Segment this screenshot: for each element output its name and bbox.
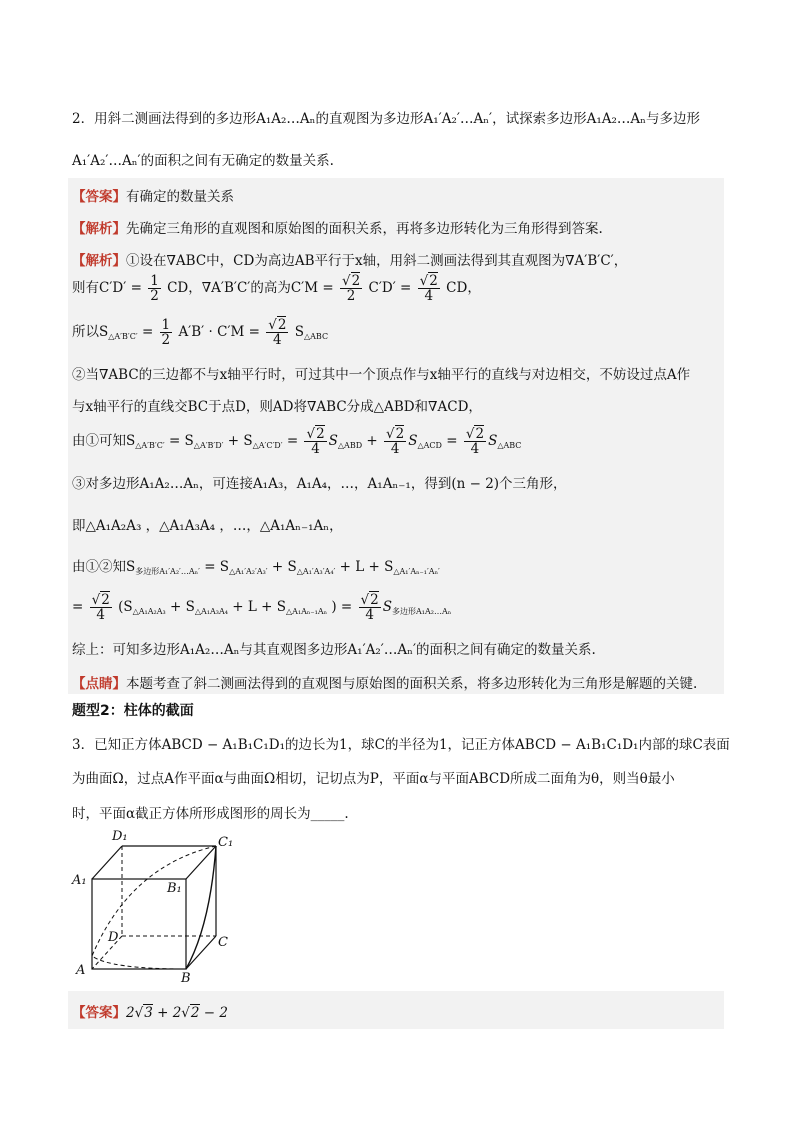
- text: + S: [227, 433, 253, 450]
- analysis-text: 先确定三角形的直观图和原始图的面积关系，再将多边形转化为三角形得到答案.: [126, 221, 603, 237]
- label-b1: B₁: [167, 881, 182, 896]
- label-a1: A₁: [72, 873, 87, 888]
- text: 由①可知S: [72, 433, 136, 450]
- subscript: △A₁A₃A₄: [194, 607, 228, 617]
- subscript: △ABC: [497, 441, 522, 451]
- subscript: △A₁′A₃′A₄′: [296, 567, 336, 576]
- label-d: D: [108, 930, 119, 945]
- fraction-sqrt2-over-4: $\frac{√2}{4}$: [360, 592, 379, 624]
- edge-b1c1: [186, 846, 216, 879]
- fraction-sqrt2-over-4: $\frac{√2}{4}$: [419, 273, 438, 305]
- solution-line-6: 由①可知$S_{\triangle A'B'C'} = S_{\triangle A'B'D'} + S_{\triangle A'C'D'}$ = $\frac{√2}{4}$ $S_{\triangle ABD}$ + $\frac{√2}{4}$ $S_{\triangle ACD}$ = $\frac{√2}{4}$ $S_{\triangle ABC}$: [72, 426, 522, 458]
- section-heading: 题型2：柱体的截面: [72, 703, 194, 719]
- fraction-sqrt2-over-4: $\frac{√2}{4}$: [306, 426, 325, 458]
- q3-answer-value: 2√3 + 2√2 − 2: [126, 1005, 228, 1021]
- text: S: [294, 324, 304, 341]
- subscript: △A′B′C′: [108, 332, 138, 342]
- solution-line-10: = $\frac{√2}{4}$ ($S_{\triangle A_1A_2A_3} + S_{\triangle A_1A_3A_4} + L + S_{\triangle A_1A_{n-1}A_n}$ ) = $\frac{√2}{4}$ $S_{多边形A_1A_2\dots A_n}$: [72, 592, 452, 624]
- subscript: △A′B′C′: [135, 441, 165, 451]
- text: (S: [118, 599, 133, 616]
- subscript: △A₁′Aₙ₋₁′Aₙ′: [393, 567, 440, 576]
- solid-arc: [186, 846, 216, 969]
- comment-line: [72, 672, 697, 692]
- solution-line-1: [72, 249, 627, 269]
- text: A′B′ · C′M =: [178, 324, 260, 341]
- analysis-tag-2: 【解析】: [72, 253, 126, 269]
- text: 所以S: [72, 324, 109, 341]
- text: ) =: [331, 599, 353, 616]
- text: = S: [168, 433, 194, 450]
- solution-line-9: [72, 555, 440, 577]
- solution-text-1: ①设在∇ABC中，CD为高边AB平行于x轴，用斜二测画法得到其直观图为∇A′B′C′，: [126, 253, 628, 269]
- subscript: △ABD: [337, 441, 363, 451]
- answer-text: 有确定的数量关系: [126, 189, 234, 205]
- q3-answer: [72, 1001, 228, 1021]
- q3-line-2: 为曲面Ω，过点A作平面α与曲面Ω相切，记切点为P，平面α与平面ABCD所成二面角为θ，则当θ最小: [72, 771, 675, 787]
- answer-tag-q3: 【答案】: [72, 1005, 126, 1021]
- text: =: [286, 433, 299, 450]
- label-a: A: [76, 963, 86, 978]
- subscript: △ACD: [417, 441, 442, 451]
- text: 则有C′D′ =: [72, 280, 142, 297]
- text: CD，: [446, 280, 481, 297]
- subscript: △A₁Aₙ₋₁Aₙ: [286, 607, 328, 617]
- analysis-tag: 【解析】: [72, 221, 126, 237]
- subscript: 多边形A₁A₂…Aₙ: [391, 607, 452, 617]
- solution-line-2: [72, 274, 481, 303]
- label-b: B: [181, 971, 191, 986]
- solution-line-5: 与x轴平行的直线交BC于点D，则AD将∇ABC分成△ABD和∇ACD，: [72, 399, 482, 415]
- text: + L + S: [339, 559, 394, 575]
- fraction-half: $\frac{1}{2}$: [161, 317, 171, 349]
- fraction-sqrt2-over-4: $\frac{√2}{4}$: [465, 426, 485, 458]
- fraction-sqrt2-over-4: $\frac{√2}{4}$: [386, 426, 405, 458]
- text: + S: [170, 599, 195, 616]
- subscript: △A₁′A₂′A₃′: [229, 567, 268, 576]
- label-c1: C₁: [218, 835, 234, 850]
- solution-line-4: ②当∇ABC的三边都不与x轴平行时，可过其中一个顶点作与x轴平行的直线与对边相交，不妨设过点A作: [72, 367, 691, 383]
- label-d1: D₁: [112, 829, 128, 844]
- q3-line-1: 3．已知正方体ABCD − A₁B₁C₁D₁的边长为1，球C的半径为1，记正方体ABCD − A₁B₁C₁D₁内部的球C表面: [72, 737, 730, 753]
- text: CD，∇A′B′C′的高为C′M =: [167, 280, 334, 297]
- text: =: [72, 599, 84, 616]
- text: = S: [204, 559, 230, 575]
- label-c: C: [218, 935, 228, 950]
- dashed-arc: [92, 846, 216, 969]
- subscript: 多边形A₁′A₂′…Aₙ′: [135, 567, 200, 576]
- fraction-sqrt2-over-2: $\frac{√2}{2}$: [341, 273, 361, 305]
- subscript: △A′C′D′: [252, 441, 283, 451]
- fraction-sqrt2-over-4: $\frac{√2}{4}$: [91, 592, 110, 624]
- q2-line-1: 2．用斜二测画法得到的多边形A₁A₂…Aₙ的直观图为多边形A₁′A₂′…Aₙ′，试探索多边形A₁A₂…Aₙ与多边形: [72, 111, 701, 127]
- text: + L + S: [232, 599, 287, 616]
- edge-bc: [186, 936, 216, 969]
- text: 由①②知S: [72, 559, 136, 575]
- comment-tag: 【点睛】: [72, 676, 126, 692]
- subscript: △A₁A₂A₃: [132, 607, 166, 617]
- solution-line-7: ③对多边形A₁A₂…Aₙ，可连接A₁A₃，A₁A₄，…，A₁Aₙ₋₁，得到(n − 2)个三角形，: [72, 476, 567, 492]
- q3-line-3: 时，平面α截正方体所形成图形的周长为_____.: [72, 806, 349, 822]
- comment-text: 本题考查了斜二测画法得到的直观图与原始图的面积关系，将多边形转化为三角形是解题的关键.: [126, 676, 698, 692]
- solution-line-11: 综上：可知多边形A₁A₂…Aₙ与其直观图多边形A₁′A₂′…Aₙ′的面积之间有确定的数量关系.: [72, 642, 596, 658]
- solution-line-3: [72, 318, 328, 347]
- q2-line-2: A₁′A₂′…Aₙ′的面积之间有无确定的数量关系.: [72, 153, 334, 169]
- cube-figure: [70, 826, 240, 986]
- solution-line-8: 即△A₁A₂A₃ ，△A₁A₃A₄ ，…，△A₁Aₙ₋₁Aₙ，: [72, 518, 343, 534]
- subscript: △ABC: [303, 332, 329, 342]
- q2-answer: [72, 185, 234, 205]
- text: + S: [271, 559, 297, 575]
- subscript: △A′B′D′: [193, 441, 224, 451]
- text: C′D′ =: [368, 280, 412, 297]
- text: =: [141, 324, 154, 341]
- fraction-sqrt2-over-4: $\frac{√2}{4}$: [268, 317, 287, 349]
- answer-tag: 【答案】: [72, 189, 126, 205]
- fraction-half: $\frac{1}{2}$: [150, 273, 159, 305]
- edge-a1d1: [92, 846, 122, 879]
- q2-analysis: [72, 217, 603, 237]
